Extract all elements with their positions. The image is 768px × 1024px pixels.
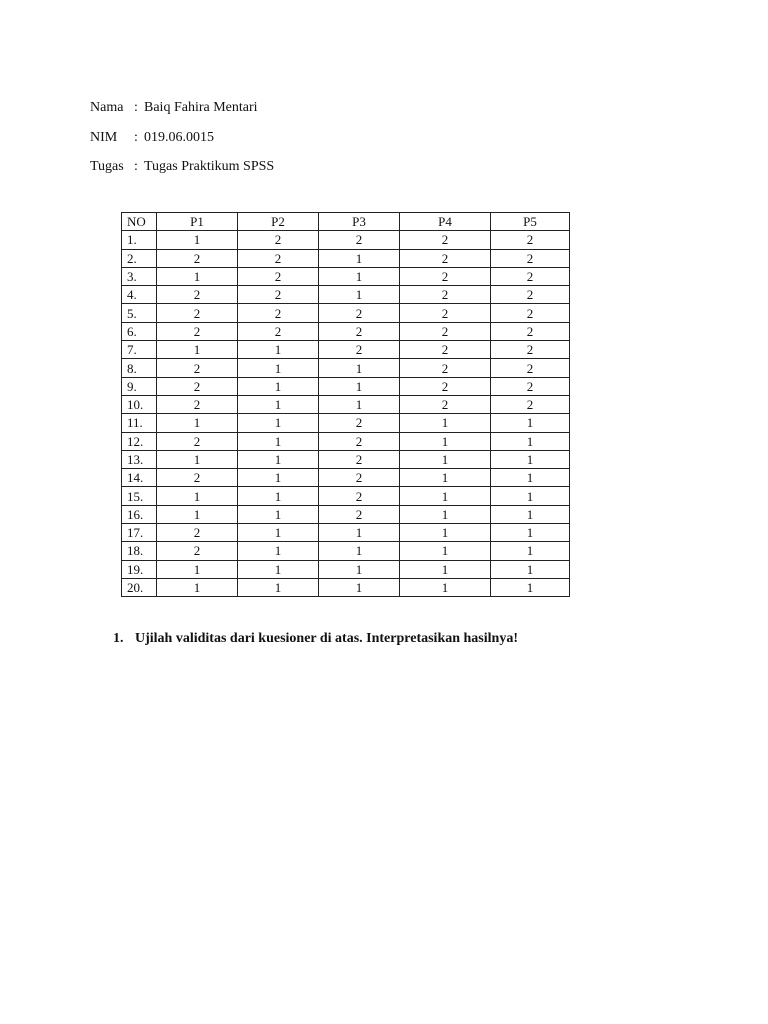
cell-p3: 2 xyxy=(319,322,400,340)
cell-p3: 1 xyxy=(319,286,400,304)
table-row xyxy=(122,231,570,249)
cell-p5: 2 xyxy=(491,377,570,395)
cell-no: 15. xyxy=(122,487,157,505)
cell-p4: 2 xyxy=(400,267,491,285)
cell-p4: 2 xyxy=(400,231,491,249)
header-p1: P1 xyxy=(157,213,238,231)
cell-p5: 2 xyxy=(491,341,570,359)
cell-p1: 1 xyxy=(157,505,238,523)
cell-p2: 1 xyxy=(238,395,319,413)
cell-p1: 1 xyxy=(157,341,238,359)
table-row xyxy=(122,505,570,523)
cell-p1: 2 xyxy=(157,542,238,560)
cell-p2: 1 xyxy=(238,578,319,596)
cell-p2: 1 xyxy=(238,469,319,487)
cell-p4: 1 xyxy=(400,432,491,450)
cell-p4: 1 xyxy=(400,524,491,542)
question-text: Ujilah validitas dari kuesioner di atas. Interpretasikan hasilnya! xyxy=(135,631,518,646)
cell-no: 6. xyxy=(122,322,157,340)
cell-p5: 1 xyxy=(491,542,570,560)
table-body xyxy=(122,231,570,597)
cell-p4: 2 xyxy=(400,322,491,340)
cell-no: 20. xyxy=(122,578,157,596)
header-p2: P2 xyxy=(238,213,319,231)
cell-p5: 1 xyxy=(491,560,570,578)
cell-p3: 1 xyxy=(319,578,400,596)
cell-p5: 2 xyxy=(491,231,570,249)
cell-p3: 1 xyxy=(319,560,400,578)
cell-p1: 1 xyxy=(157,560,238,578)
cell-p1: 2 xyxy=(157,304,238,322)
cell-p2: 1 xyxy=(238,450,319,468)
cell-no: 12. xyxy=(122,432,157,450)
cell-p1: 1 xyxy=(157,487,238,505)
table-row xyxy=(122,542,570,560)
cell-p4: 1 xyxy=(400,487,491,505)
table-header-row xyxy=(122,213,570,231)
cell-p5: 1 xyxy=(491,505,570,523)
cell-p5: 2 xyxy=(491,359,570,377)
cell-p5: 1 xyxy=(491,450,570,468)
tugas-value: Tugas Praktikum SPSS xyxy=(144,159,275,174)
cell-p3: 2 xyxy=(319,341,400,359)
table-row xyxy=(122,560,570,578)
table-row xyxy=(122,487,570,505)
cell-no: 13. xyxy=(122,450,157,468)
cell-no: 19. xyxy=(122,560,157,578)
table-row xyxy=(122,450,570,468)
cell-p1: 2 xyxy=(157,395,238,413)
cell-p4: 1 xyxy=(400,450,491,468)
header-p5: P5 xyxy=(491,213,570,231)
cell-p4: 2 xyxy=(400,286,491,304)
nama-separator: : xyxy=(134,100,138,115)
question-item xyxy=(113,631,518,647)
table-row xyxy=(122,524,570,542)
cell-p1: 2 xyxy=(157,322,238,340)
cell-p1: 2 xyxy=(157,249,238,267)
cell-no: 16. xyxy=(122,505,157,523)
cell-p2: 2 xyxy=(238,286,319,304)
cell-no: 1. xyxy=(122,231,157,249)
cell-p3: 1 xyxy=(319,359,400,377)
cell-p4: 1 xyxy=(400,560,491,578)
cell-p1: 1 xyxy=(157,267,238,285)
table-row xyxy=(122,249,570,267)
table-row xyxy=(122,286,570,304)
cell-no: 5. xyxy=(122,304,157,322)
cell-p3: 1 xyxy=(319,249,400,267)
cell-no: 10. xyxy=(122,395,157,413)
table-row xyxy=(122,341,570,359)
cell-p3: 1 xyxy=(319,377,400,395)
cell-p2: 1 xyxy=(238,414,319,432)
cell-p4: 1 xyxy=(400,578,491,596)
cell-p4: 2 xyxy=(400,341,491,359)
cell-p2: 2 xyxy=(238,304,319,322)
nama-value: Baiq Fahira Mentari xyxy=(144,100,258,115)
cell-p4: 1 xyxy=(400,469,491,487)
table-row xyxy=(122,322,570,340)
cell-p2: 1 xyxy=(238,505,319,523)
cell-no: 3. xyxy=(122,267,157,285)
cell-p3: 2 xyxy=(319,304,400,322)
cell-p1: 1 xyxy=(157,450,238,468)
identity-block xyxy=(90,93,274,182)
cell-p5: 2 xyxy=(491,286,570,304)
cell-p2: 2 xyxy=(238,322,319,340)
cell-p5: 2 xyxy=(491,249,570,267)
cell-p4: 2 xyxy=(400,304,491,322)
header-no: NO xyxy=(122,213,157,231)
cell-no: 17. xyxy=(122,524,157,542)
identity-row-tugas xyxy=(90,152,274,182)
table-row xyxy=(122,395,570,413)
table-row xyxy=(122,578,570,596)
cell-p2: 2 xyxy=(238,267,319,285)
table-row xyxy=(122,304,570,322)
cell-p5: 1 xyxy=(491,469,570,487)
cell-p5: 1 xyxy=(491,414,570,432)
cell-p4: 2 xyxy=(400,395,491,413)
cell-p1: 1 xyxy=(157,231,238,249)
nim-value: 019.06.0015 xyxy=(144,129,214,145)
cell-p1: 1 xyxy=(157,414,238,432)
tugas-label: Tugas xyxy=(90,159,124,174)
table-row xyxy=(122,359,570,377)
cell-no: 2. xyxy=(122,249,157,267)
header-p4: P4 xyxy=(400,213,491,231)
cell-p3: 2 xyxy=(319,231,400,249)
cell-no: 11. xyxy=(122,414,157,432)
cell-p3: 1 xyxy=(319,395,400,413)
identity-row-nim xyxy=(90,123,274,153)
cell-p4: 1 xyxy=(400,414,491,432)
cell-p2: 1 xyxy=(238,524,319,542)
question-number: 1. xyxy=(113,631,124,646)
cell-p5: 2 xyxy=(491,267,570,285)
cell-p2: 2 xyxy=(238,231,319,249)
cell-no: 4. xyxy=(122,286,157,304)
cell-p2: 1 xyxy=(238,359,319,377)
table-row xyxy=(122,469,570,487)
cell-p5: 2 xyxy=(491,304,570,322)
cell-p5: 2 xyxy=(491,395,570,413)
cell-p3: 1 xyxy=(319,524,400,542)
cell-p4: 1 xyxy=(400,505,491,523)
cell-p5: 1 xyxy=(491,578,570,596)
cell-p2: 1 xyxy=(238,432,319,450)
cell-p3: 1 xyxy=(319,542,400,560)
table-row xyxy=(122,414,570,432)
cell-p2: 1 xyxy=(238,341,319,359)
cell-p3: 1 xyxy=(319,267,400,285)
cell-no: 8. xyxy=(122,359,157,377)
cell-p3: 2 xyxy=(319,450,400,468)
cell-p3: 2 xyxy=(319,487,400,505)
nim-separator: : xyxy=(134,129,138,145)
cell-p4: 2 xyxy=(400,249,491,267)
cell-p3: 2 xyxy=(319,469,400,487)
cell-p4: 2 xyxy=(400,359,491,377)
table-row xyxy=(122,377,570,395)
cell-p3: 2 xyxy=(319,505,400,523)
cell-p3: 2 xyxy=(319,432,400,450)
cell-p5: 1 xyxy=(491,524,570,542)
cell-p1: 2 xyxy=(157,359,238,377)
identity-row-nama xyxy=(90,93,274,123)
tugas-separator: : xyxy=(134,159,138,174)
nama-label: Nama xyxy=(90,100,124,115)
cell-no: 7. xyxy=(122,341,157,359)
table-row xyxy=(122,267,570,285)
cell-p5: 2 xyxy=(491,322,570,340)
cell-p4: 2 xyxy=(400,377,491,395)
cell-p3: 2 xyxy=(319,414,400,432)
cell-p2: 1 xyxy=(238,560,319,578)
cell-p2: 2 xyxy=(238,249,319,267)
nim-label: NIM xyxy=(90,129,118,145)
cell-p5: 1 xyxy=(491,487,570,505)
cell-p4: 1 xyxy=(400,542,491,560)
cell-p2: 1 xyxy=(238,377,319,395)
cell-no: 9. xyxy=(122,377,157,395)
table-row xyxy=(122,432,570,450)
cell-p1: 2 xyxy=(157,524,238,542)
cell-p5: 1 xyxy=(491,432,570,450)
cell-p2: 1 xyxy=(238,542,319,560)
cell-p1: 2 xyxy=(157,469,238,487)
questionnaire-table xyxy=(121,212,570,597)
cell-p1: 2 xyxy=(157,377,238,395)
cell-p1: 1 xyxy=(157,578,238,596)
cell-p2: 1 xyxy=(238,487,319,505)
header-p3: P3 xyxy=(319,213,400,231)
cell-p1: 2 xyxy=(157,286,238,304)
cell-no: 14. xyxy=(122,469,157,487)
cell-p1: 2 xyxy=(157,432,238,450)
cell-no: 18. xyxy=(122,542,157,560)
